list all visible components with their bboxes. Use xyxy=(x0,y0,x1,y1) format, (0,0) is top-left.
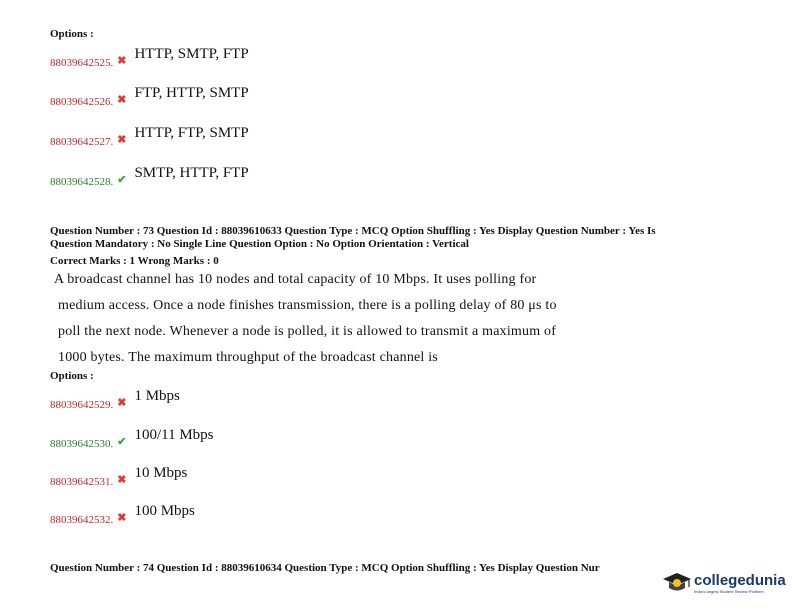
option-text: 100 Mbps xyxy=(134,503,195,519)
collegedunia-logo xyxy=(662,570,786,596)
option-row xyxy=(50,464,188,488)
logo-tagline: India's largest Student Review Platform xyxy=(694,589,764,594)
question-body xyxy=(54,267,557,371)
option-id: 88039642532. xyxy=(50,514,114,526)
option-text: HTTP, SMTP, FTP xyxy=(134,46,249,62)
options-label: Options : xyxy=(50,370,94,382)
option-row xyxy=(50,164,249,188)
option-row xyxy=(50,387,180,411)
option-text: FTP, HTTP, SMTP xyxy=(134,85,249,101)
option-row xyxy=(50,502,195,526)
cross-mark-icon: ✖ xyxy=(117,94,127,106)
cross-mark-icon: ✖ xyxy=(117,134,127,146)
cross-mark-icon: ✖ xyxy=(117,55,127,67)
option-text: 10 Mbps xyxy=(134,465,188,481)
question-meta: Question Mandatory : No Single Line Question Option : No Option Orientation : Vertical xyxy=(50,238,469,250)
option-row xyxy=(50,124,249,148)
option-row xyxy=(50,426,214,450)
options-label: Options : xyxy=(50,28,94,40)
option-id: 88039642531. xyxy=(50,476,114,488)
cross-mark-icon: ✖ xyxy=(117,474,127,486)
cross-mark-icon: ✖ xyxy=(117,512,127,524)
option-row xyxy=(50,45,249,69)
option-id: 88039642529. xyxy=(50,399,114,411)
option-row xyxy=(50,84,249,108)
option-id: 88039642528. xyxy=(50,176,114,188)
marks-line: Correct Marks : 1 Wrong Marks : 0 xyxy=(50,255,219,267)
check-mark-icon: ✔ xyxy=(117,436,127,448)
question-line: medium access. Once a node finishes transmission, there is a polling delay of 80 μs to xyxy=(58,298,557,313)
next-question-meta: Question Number : 74 Question Id : 88039610634 Question Type : MCQ Option Shuffling : Yes Display Question Nur xyxy=(50,562,600,574)
logo-text: collegedunia xyxy=(694,572,786,589)
question-line: 1000 bytes. The maximum throughput of the broadcast channel is xyxy=(58,350,438,365)
check-mark-icon: ✔ xyxy=(117,174,127,186)
question-line: poll the next node. Whenever a node is polled, it is allowed to transmit a maximum of xyxy=(58,324,557,339)
option-id: 88039642526. xyxy=(50,96,114,108)
option-text: 100/11 Mbps xyxy=(134,427,214,443)
option-id: 88039642525. xyxy=(50,57,114,69)
option-id: 88039642530. xyxy=(50,438,114,450)
option-text: SMTP, HTTP, FTP xyxy=(134,165,249,181)
cross-mark-icon: ✖ xyxy=(117,397,127,409)
option-text: HTTP, FTP, SMTP xyxy=(134,125,249,141)
graduation-cap-icon xyxy=(662,570,692,596)
question-line: A broadcast channel has 10 nodes and total capacity of 10 Mbps. It uses polling for xyxy=(54,272,537,287)
option-text: 1 Mbps xyxy=(134,388,180,404)
option-id: 88039642527. xyxy=(50,136,114,148)
question-meta: Question Number : 73 Question Id : 88039610633 Question Type : MCQ Option Shuffling : Yes Display Question Number : Yes Is xyxy=(50,225,656,237)
